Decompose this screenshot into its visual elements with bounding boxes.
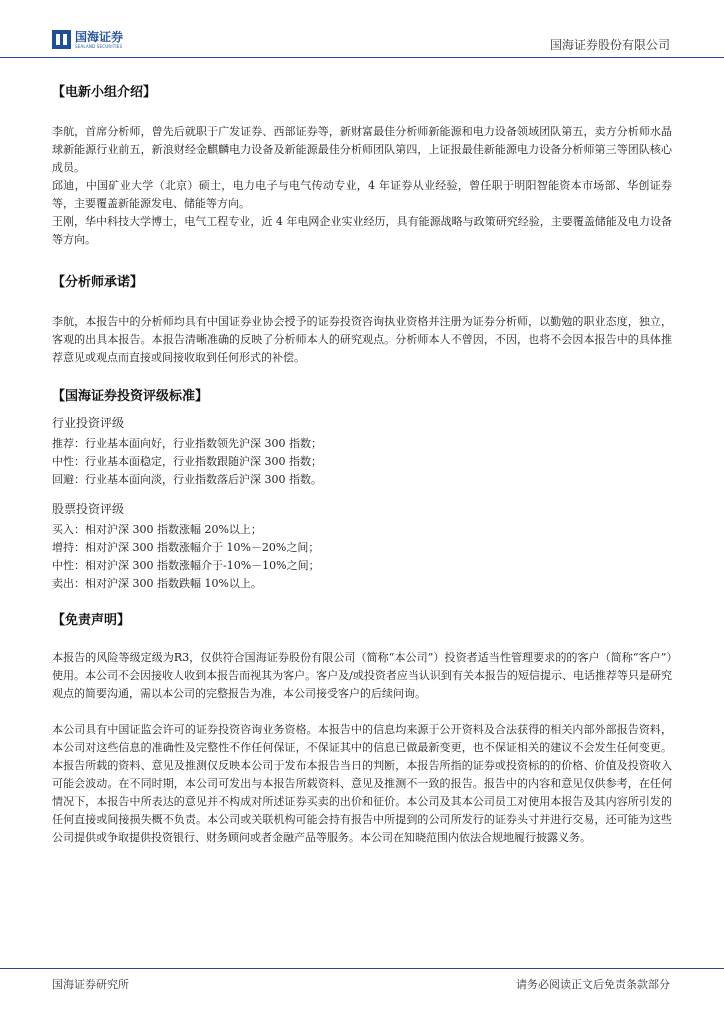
stock-rating-item: 买入：相对沪深 300 指数涨幅 20%以上； (52, 523, 262, 536)
section-title-team: 【电新小组介绍】 (52, 85, 157, 100)
section-title-rating: 【国海证券投资评级标准】 (52, 389, 209, 404)
team-member-li: 李航，首席分析师，曾先后就职于广发证券、西部证券等，新财富最佳分析师新能源和电力设备领域团队第五，卖方分析师水晶球新能源行业前五，新浪财经金麒麟电力设备及新能源最佳分析师团队第四，上证报最佳新能源电力设备分析师第三等团队核心成员。 (52, 125, 672, 174)
industry-rating-title: 行业投资评级 (52, 416, 125, 430)
stock-rating-item: 增持：相对沪深 300 指数涨幅介于 10%－20%之间； (52, 541, 320, 554)
page-header (0, 0, 724, 58)
disclaimer-paragraph-2: 本公司具有中国证监会许可的证券投资咨询业务资格。本报告中的信息均来源于公开资料及合法获得的相关内部外部报告资料，本公司对这些信息的准确性及完整性不作任何保证，不保证其中的信息已做最新变更，也不保证相关的建议不会发生任何变更。本报告所载的资料、意见及推测仅反映本公司于发布本报告当日的判断，本报告所指的证券或投资标的的价格、价值及投资收入可能会波动。在不同时期，本公司可发出与本报告所载资料、意见及推测不一致的报告。报告中的内容和意见仅供参考，在任何情况下，本报告中所表达的意见并不构成对所述证券买卖的出价和征价。本公司及其本公司员工对使用本报告及其内容所引发的任何直接或间接损失概不负责。本公司或关联机构可能会持有报告中所提到的公司所发行的证券头寸并进行交易，还可能为这些公司提供或争取提供投资银行、财务顾问或者金融产品等服务。本公司在知晓范围内依法合规地履行披露义务。 (52, 723, 672, 844)
team-member-qiu: 邱迪，中国矿业大学（北京）硕士，电力电子与电气传动专业，4 年证券从业经验，曾任职于明阳智能资本市场部、华创证券等，主要覆盖新能源发电、储能等方向。 (52, 179, 672, 210)
section-title-disclaimer: 【免责声明】 (52, 613, 131, 628)
footer-divider (0, 968, 724, 969)
commitment-text: 李航，本报告中的分析师均具有中国证券业协会授予的证券投资咨询执业资格并注册为证券分析师，以勤勉的职业态度，独立，客观的出具本报告。本报告清晰准确的反映了分析师本人的研究观点。分析师本人不曾因，不因，也将不会因本报告中的具体推荐意见或观点而直接或间接收取到任何形式的补偿。 (52, 315, 672, 364)
logo-mark-icon (52, 30, 71, 49)
logo-text-cn: 国海证券 (75, 29, 124, 44)
stock-rating-item: 中性：相对沪深 300 指数涨幅介于-10%－10%之间； (52, 559, 320, 572)
section-title-commitment: 【分析师承诺】 (52, 275, 144, 290)
industry-rating-item: 中性：行业基本面稳定，行业指数跟随沪深 300 指数； (52, 455, 322, 468)
company-logo (52, 30, 123, 49)
logo-text-en: SEALAND SECURITIES (75, 43, 123, 49)
header-divider (0, 57, 724, 58)
header-company-name: 国海证券股份有限公司 (549, 38, 670, 52)
stock-rating-item: 卖出：相对沪深 300 指数跌幅 10%以上。 (52, 577, 262, 590)
page-content (52, 83, 672, 847)
industry-rating-item: 回避：行业基本面向淡，行业指数落后沪深 300 指数。 (52, 473, 322, 486)
stock-rating-title: 股票投资评级 (52, 502, 125, 516)
industry-rating-item: 推荐：行业基本面向好，行业指数领先沪深 300 指数； (52, 437, 322, 450)
footer-institute: 国海证券研究所 (52, 978, 129, 991)
footer-notice: 请务必阅读正文后免责条款部分 (516, 978, 670, 991)
team-member-wang: 王刚，华中科技大学博士，电气工程专业，近 4 年电网企业实业经历，具有能源战略与政策研究经验，主要覆盖储能及电力设备等方向。 (52, 215, 672, 246)
disclaimer-paragraph-1: 本报告的风险等级定级为R3，仅供符合国海证券股份有限公司（简称“本公司”）投资者适当性管理要求的的客户（简称“客户”）使用。本公司不会因接收人收到本报告而视其为客户。客户及/或投资者应当认识到有关本报告的短信提示、电话推荐等只是研究观点的简要沟通，需以本公司的完整报告为准，本公司接受客户的后续问询。 (52, 651, 672, 700)
